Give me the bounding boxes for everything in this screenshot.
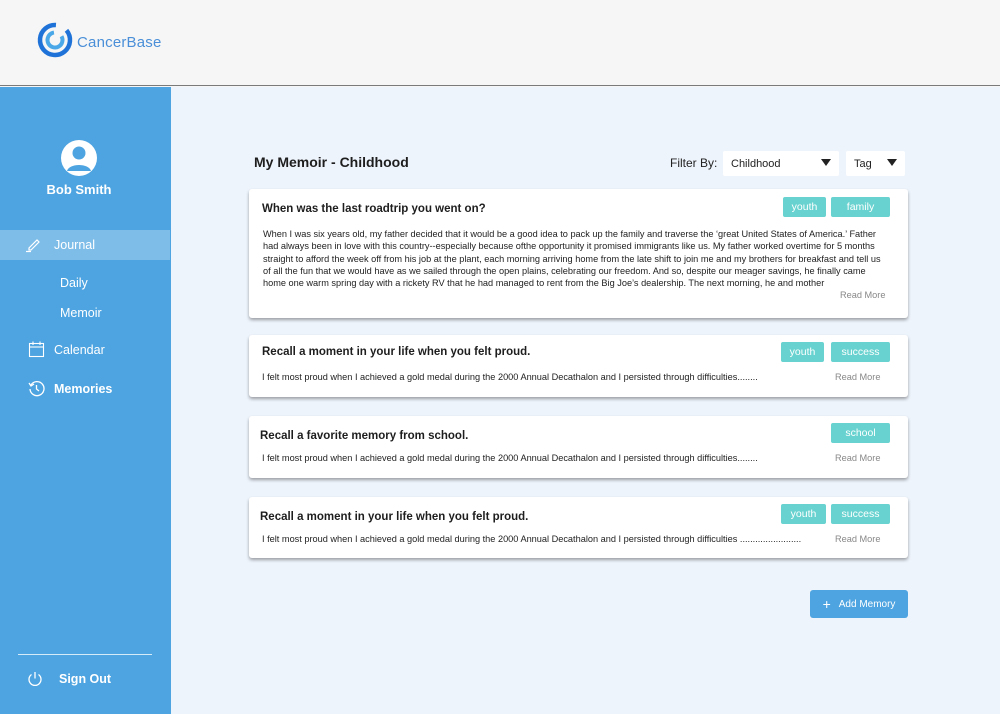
pencil-icon [26,237,42,253]
top-bar [0,0,1000,86]
divider [18,654,152,655]
memory-question: Recall a moment in your life when you felt proud. [262,346,531,358]
sidebar [0,87,171,714]
caret-down-icon [821,159,831,166]
sidebar-item-memories[interactable] [28,380,112,397]
main-content [171,87,1000,714]
read-more-link[interactable]: Read More [840,290,886,300]
filter-label: Filter By: [670,156,718,170]
sidebar-item-calendar[interactable] [28,341,105,358]
memory-card[interactable] [249,416,908,478]
sidebar-item-journal[interactable] [0,230,170,260]
tag-chip[interactable]: youth [783,197,826,217]
memory-question: Recall a moment in your life when you felt proud. [260,511,529,523]
sidebar-item-label: Memories [54,381,113,396]
logo[interactable] [37,22,162,63]
sidebar-item-label: Calendar [54,342,105,357]
memory-body: I felt most proud when I achieved a gold medal during the 2000 Annual Decathalon and I persisted through difficulties........ [262,453,758,463]
user-name: Bob Smith [46,182,112,197]
read-more-link[interactable]: Read More [835,534,881,544]
caret-down-icon [887,159,897,166]
memory-body: I felt most proud when I achieved a gold medal during the 2000 Annual Decathalon and I persisted through difficulties ........................ [262,534,802,544]
cancerbase-logo-icon [37,22,73,63]
sidebar-item-memoir[interactable]: Memoir [60,306,102,320]
sidebar-item-daily[interactable]: Daily [60,276,88,290]
memory-question: Recall a favorite memory from school. [260,430,469,442]
read-more-link[interactable]: Read More [835,372,881,382]
sign-out-label: Sign Out [59,672,112,686]
page-title: My Memoir - Childhood [254,154,409,170]
sidebar-item-label: Journal [54,238,95,252]
tag-chip[interactable]: success [831,342,890,362]
memory-question: When was the last roadtrip you went on? [262,203,486,215]
tag-chip[interactable]: youth [781,342,824,362]
filter-topic-value: Childhood [731,157,781,170]
app-name: CancerBase [77,34,162,51]
memory-body: When I was six years old, my father decided that it would be a good idea to pack up the family and traverse the ‘great United States of America.’ Father had always been in love with this country--especially because ofthe opportunity it promised immigrants like us. My father worked overtime for 5 months straight to afford the week off from his job at the plant, each morning arriving home from the late shift to join me and my brothers for breakfast and tell us of all the fun that we would have as we sailed through the open plains, celebrating our freedom. And so, despite our meager savings, he finally came home one warm spring day with a rickety RV that he had managed to rent from the Big Joe’s dealership. The next morning, he and mother [263,229,881,289]
user-avatar-icon[interactable] [61,140,97,176]
filter-tag-select[interactable] [846,151,905,176]
tag-chip[interactable]: school [831,423,890,443]
sign-out-button[interactable] [27,671,111,687]
add-memory-button[interactable] [810,590,908,618]
history-icon [28,380,45,397]
tag-chip[interactable]: success [831,504,890,524]
add-memory-label: Add Memory [838,598,896,610]
power-icon [27,671,43,687]
tag-chip[interactable]: youth [781,504,826,524]
tag-chip[interactable]: family [831,197,890,217]
calendar-icon [28,341,45,358]
read-more-link[interactable]: Read More [835,453,881,463]
memory-card[interactable] [249,497,908,558]
memory-body: I felt most proud when I achieved a gold medal during the 2000 Annual Decathalon and I persisted through difficulties........ [262,372,758,382]
filter-topic-select[interactable] [723,151,839,176]
filter-tag-value: Tag [854,157,872,170]
plus-icon: + [822,596,831,612]
memory-card[interactable] [249,335,908,397]
memory-card[interactable] [249,189,908,318]
